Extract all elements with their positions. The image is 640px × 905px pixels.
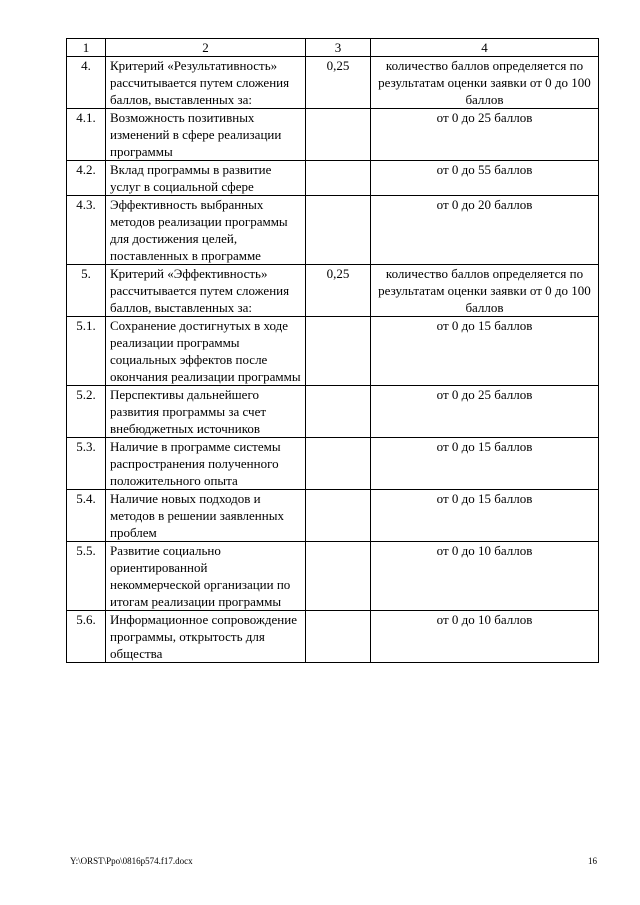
column-header-4: 4 [371, 39, 599, 57]
column-header-3: 3 [306, 39, 371, 57]
criterion-name: Критерий «Результативность» рассчитывается путем сложения баллов, выставленных за: [106, 57, 306, 109]
criterion-weight [306, 490, 371, 542]
row-number: 5.3. [67, 438, 106, 490]
table-row [67, 386, 599, 438]
criterion-score: от 0 до 15 баллов [371, 438, 599, 490]
criterion-name: Вклад программы в развитие услуг в социальной сфере [106, 161, 306, 196]
row-number: 5.1. [67, 317, 106, 386]
table-row [67, 161, 599, 196]
criterion-weight [306, 161, 371, 196]
criteria-table [66, 38, 599, 663]
criterion-name: Возможность позитивных изменений в сфере реализации программы [106, 109, 306, 161]
criterion-score: количество баллов определяется по результатам оценки заявки от 0 до 100 баллов [371, 57, 599, 109]
criterion-weight [306, 611, 371, 663]
criterion-weight: 0,25 [306, 265, 371, 317]
footer-page-number: 16 [588, 856, 597, 866]
row-number: 5.4. [67, 490, 106, 542]
criterion-name: Эффективность выбранных методов реализации программы для достижения целей, поставленных в программе [106, 196, 306, 265]
column-header-2: 2 [106, 39, 306, 57]
criterion-score: от 0 до 25 баллов [371, 386, 599, 438]
criterion-weight [306, 317, 371, 386]
criterion-score: от 0 до 55 баллов [371, 161, 599, 196]
table-row [67, 196, 599, 265]
criterion-score: от 0 до 20 баллов [371, 196, 599, 265]
criterion-name: Наличие новых подходов и методов в решении заявленных проблем [106, 490, 306, 542]
criterion-score: от 0 до 10 баллов [371, 542, 599, 611]
criterion-weight [306, 196, 371, 265]
criterion-name: Развитие социально ориентированной некоммерческой организации по итогам реализации программы [106, 542, 306, 611]
table-row [67, 542, 599, 611]
row-number: 5.6. [67, 611, 106, 663]
table-row [67, 109, 599, 161]
row-number: 5.5. [67, 542, 106, 611]
criterion-weight [306, 109, 371, 161]
criterion-score: количество баллов определяется по результатам оценки заявки от 0 до 100 баллов [371, 265, 599, 317]
table-header-row [67, 39, 599, 57]
row-number: 5. [67, 265, 106, 317]
column-header-1: 1 [67, 39, 106, 57]
table-row [67, 265, 599, 317]
criterion-weight [306, 386, 371, 438]
table-row [67, 611, 599, 663]
criterion-name: Перспективы дальнейшего развития программы за счет внебюджетных источников [106, 386, 306, 438]
criterion-name: Критерий «Эффективность» рассчитывается путем сложения баллов, выставленных за: [106, 265, 306, 317]
criterion-weight: 0,25 [306, 57, 371, 109]
criterion-score: от 0 до 15 баллов [371, 490, 599, 542]
row-number: 4. [67, 57, 106, 109]
criterion-score: от 0 до 15 баллов [371, 317, 599, 386]
table-row [67, 438, 599, 490]
row-number: 4.2. [67, 161, 106, 196]
table-row [67, 490, 599, 542]
row-number: 4.1. [67, 109, 106, 161]
criterion-weight [306, 438, 371, 490]
criterion-score: от 0 до 25 баллов [371, 109, 599, 161]
criterion-weight [306, 542, 371, 611]
table-row [67, 317, 599, 386]
footer-file-path: Y:\ORST\Ppo\0816p574.f17.docx [70, 856, 193, 866]
criterion-name: Информационное сопровождение программы, открытость для общества [106, 611, 306, 663]
row-number: 4.3. [67, 196, 106, 265]
criterion-name: Наличие в программе системы распространения полученного положительного опыта [106, 438, 306, 490]
criterion-score: от 0 до 10 баллов [371, 611, 599, 663]
row-number: 5.2. [67, 386, 106, 438]
criterion-name: Сохранение достигнутых в ходе реализации программы социальных эффектов после окончания реализации программы [106, 317, 306, 386]
table-row [67, 57, 599, 109]
